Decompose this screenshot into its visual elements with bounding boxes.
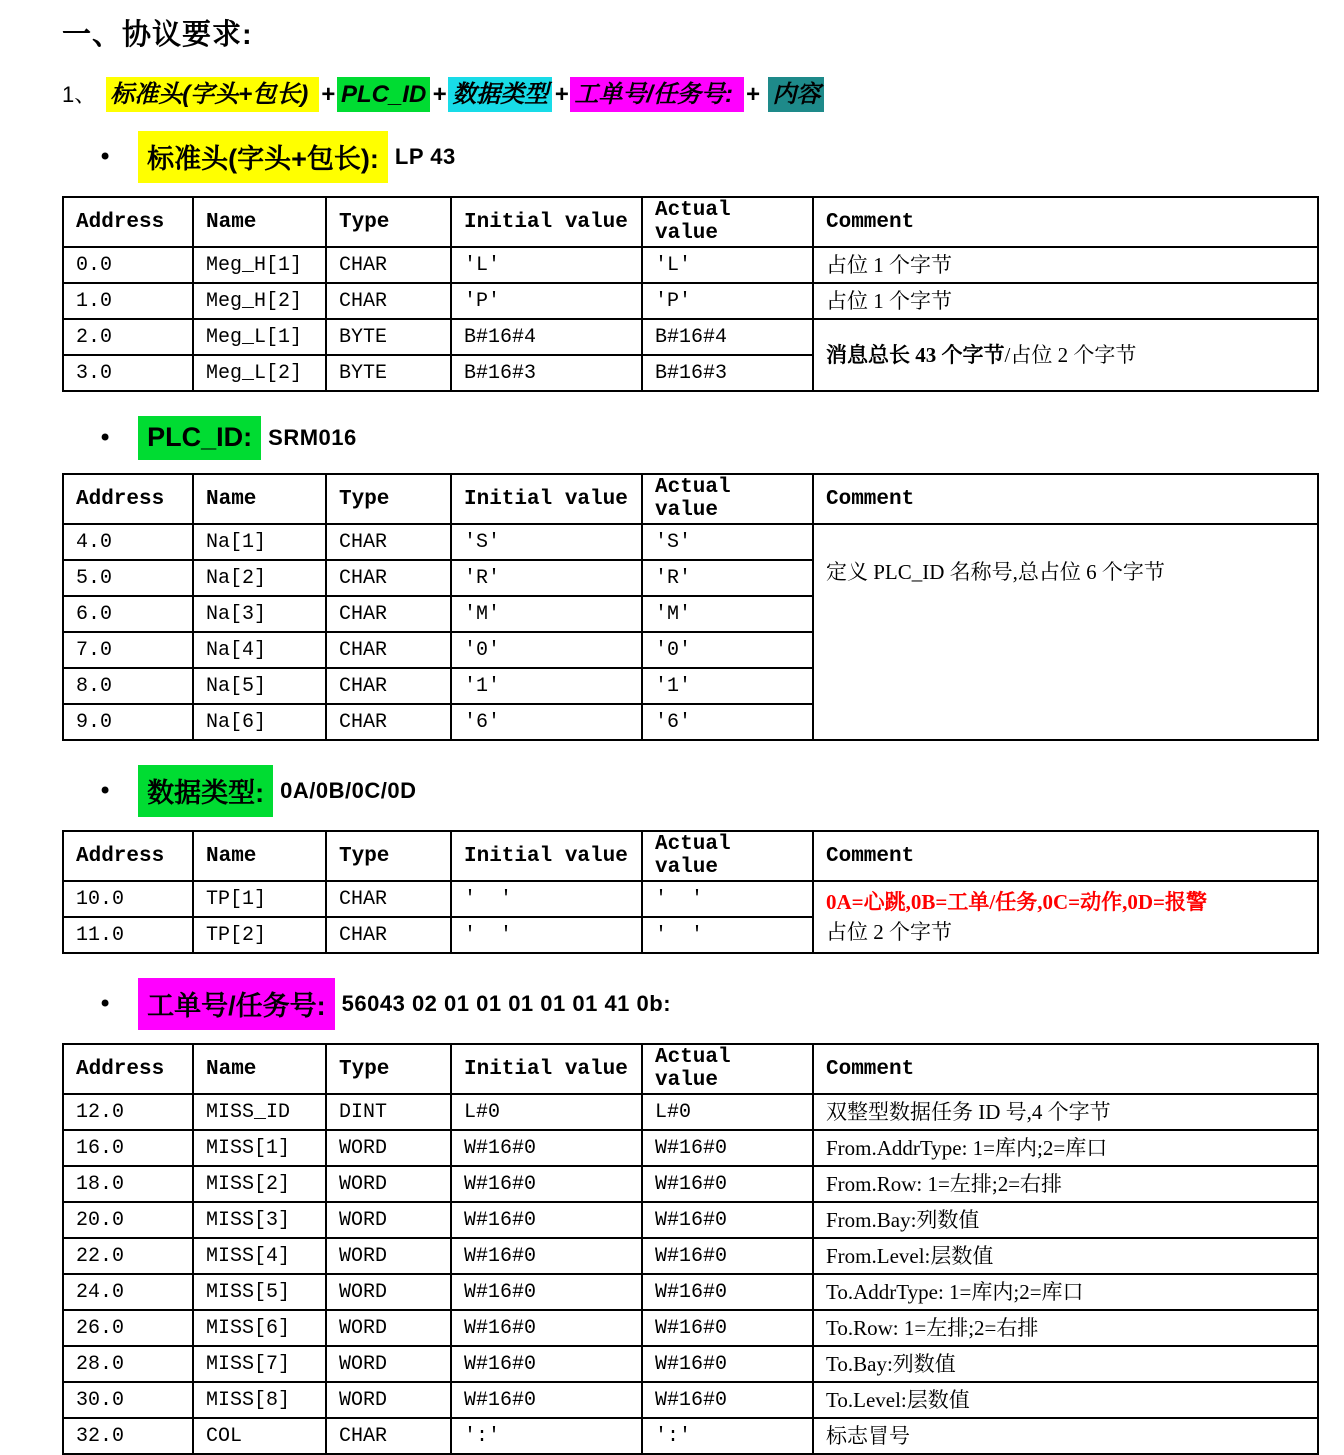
protocol-table [62,830,1319,954]
table-cell: Na[3] [193,596,326,632]
table-cell: 22.0 [63,1238,193,1274]
section-heading-label: PLC_ID: [138,416,261,460]
table-cell: 7.0 [63,632,193,668]
table-cell: CHAR [326,881,451,917]
column-header: Actual value [642,197,813,247]
table-cell: 6.0 [63,596,193,632]
table-cell: ' ' [642,917,813,953]
table-cell: W#16#0 [642,1202,813,1238]
table-cell: Na[5] [193,668,326,704]
table-cell: 'P' [642,283,813,319]
comment-text: 占位 1 个字节 [826,252,952,277]
comment-text: 标志冒号 [826,1423,910,1448]
comment-text: To.Row: 1=左排;2=右排 [826,1315,1039,1340]
table-cell: Meg_H[1] [193,247,326,283]
table-cell: CHAR [326,283,451,319]
table-cell: 'S' [451,524,642,560]
protocol-section [62,978,1318,1455]
column-header: Name [193,197,326,247]
column-header: Actual value [642,474,813,524]
table-cell: WORD [326,1202,451,1238]
comment-cell [813,283,1318,319]
comment-text: 占位 1 个字节 [826,288,952,313]
table-cell: Meg_L[2] [193,355,326,391]
table-cell: TP[1] [193,881,326,917]
section-heading-value: 56043 02 01 01 01 01 01 41 0b: [341,991,672,1016]
table-cell: WORD [326,1166,451,1202]
column-header: Comment [813,197,1318,247]
table-cell: CHAR [326,632,451,668]
table-cell: Na[2] [193,560,326,596]
formula-segment: 数据类型 [448,77,552,112]
table-cell: WORD [326,1130,451,1166]
table-cell: MISS[8] [193,1382,326,1418]
comment-text: 0A=心跳,0B=工单/任务,0C=动作,0D=报警 [826,889,1207,914]
table-cell: CHAR [326,704,451,740]
table-cell: B#16#4 [451,319,642,355]
table-cell: W#16#0 [642,1346,813,1382]
section-heading-value: 0A/0B/0C/0D [280,778,417,803]
formula-segment: PLC_ID [337,77,430,112]
table-cell: Na[4] [193,632,326,668]
table-cell: W#16#0 [451,1238,642,1274]
comment-cell [813,1094,1318,1130]
column-header: Comment [813,831,1318,881]
comment-text: 双整型数据任务 ID 号,4 个字节 [826,1099,1111,1124]
table-cell: Meg_L[1] [193,319,326,355]
comment-text: To.Bay:列数值 [826,1351,956,1376]
comment-cell [813,1346,1318,1382]
table-cell: MISS[3] [193,1202,326,1238]
protocol-section [62,765,1318,954]
table-cell: WORD [326,1274,451,1310]
table-cell: W#16#0 [451,1202,642,1238]
formula-segment: 内容 [768,77,824,112]
column-header: Address [63,197,193,247]
comment-cell [813,1130,1318,1166]
protocol-table [62,1043,1319,1455]
comment-text: From.AddrType: 1=库内;2=库口 [826,1135,1108,1160]
formula-plus-separator: + [432,81,447,108]
table-cell: DINT [326,1094,451,1130]
table-cell: CHAR [326,668,451,704]
column-header: Address [63,1044,193,1094]
column-header: Address [63,474,193,524]
table-cell: Na[1] [193,524,326,560]
bullet-icon: • [98,777,113,805]
table-cell: W#16#0 [642,1274,813,1310]
column-header: Address [63,831,193,881]
column-header: Initial value [451,474,642,524]
section-heading-value: SRM016 [268,425,357,450]
table-cell: CHAR [326,596,451,632]
table-cell: 'L' [642,247,813,283]
formula-segments [106,77,824,112]
table-cell: '1' [451,668,642,704]
section-heading-label: 数据类型: [138,765,273,817]
table-row [63,1382,1318,1418]
comment-text: To.AddrType: 1=库内;2=库口 [826,1279,1084,1304]
table-cell: CHAR [326,1418,451,1454]
table-row [63,1274,1318,1310]
table-cell: '1' [642,668,813,704]
table-cell: CHAR [326,917,451,953]
column-header: Type [326,1044,451,1094]
section-heading-label: 标准头(字头+包长): [138,131,388,183]
protocol-section [62,131,1318,392]
table-cell: WORD [326,1310,451,1346]
table-cell: COL [193,1418,326,1454]
table-cell: WORD [326,1238,451,1274]
column-header: Type [326,831,451,881]
table-cell: B#16#3 [642,355,813,391]
table-row [63,1166,1318,1202]
sections-container [62,131,1318,1455]
table-row [63,881,1318,917]
table-cell: W#16#0 [642,1166,813,1202]
formula-plus-separator: + [554,81,569,108]
table-row [63,1238,1318,1274]
table-cell: 'S' [642,524,813,560]
table-cell: 18.0 [63,1166,193,1202]
section-heading-value: LP 43 [394,144,456,169]
protocol-table [62,196,1319,392]
table-row [63,283,1318,319]
table-cell: CHAR [326,524,451,560]
table-cell: 28.0 [63,1346,193,1382]
table-cell: MISS[4] [193,1238,326,1274]
table-cell: MISS[7] [193,1346,326,1382]
page-title: 一、协议要求: [62,19,253,51]
table-cell: W#16#0 [451,1274,642,1310]
comment-cell [813,247,1318,283]
column-header: Comment [813,474,1318,524]
table-cell: L#0 [642,1094,813,1130]
table-cell: B#16#4 [642,319,813,355]
comment-cell [813,319,1318,391]
table-row [63,1130,1318,1166]
comment-text: 消息总长 43 个字节 [826,342,1005,367]
section-heading [98,416,1318,460]
table-cell: W#16#0 [642,1130,813,1166]
bullet-icon: • [98,143,113,171]
protocol-section [62,416,1318,741]
column-header: Name [193,1044,326,1094]
column-header: Actual value [642,831,813,881]
protocol-table [62,473,1319,741]
table-cell: ':' [642,1418,813,1454]
table-row [63,319,1318,355]
comment-cell [813,1238,1318,1274]
column-header: Actual value [642,1044,813,1094]
table-cell: 32.0 [63,1418,193,1454]
table-row [63,1310,1318,1346]
table-cell: '0' [451,632,642,668]
table-cell: W#16#0 [451,1382,642,1418]
table-cell: ' ' [642,881,813,917]
table-cell: ' ' [451,917,642,953]
table-cell: MISS[5] [193,1274,326,1310]
comment-cell [813,1166,1318,1202]
table-cell: 8.0 [63,668,193,704]
table-cell: 0.0 [63,247,193,283]
formula-plus-separator: + [745,81,767,108]
table-cell: 24.0 [63,1274,193,1310]
comment-cell [813,1274,1318,1310]
comment-cell [813,1310,1318,1346]
table-cell: CHAR [326,247,451,283]
table-cell: 'R' [451,560,642,596]
column-header: Name [193,831,326,881]
table-cell: MISS[6] [193,1310,326,1346]
table-cell: 30.0 [63,1382,193,1418]
table-cell: B#16#3 [451,355,642,391]
table-cell: W#16#0 [451,1346,642,1382]
column-header: Initial value [451,1044,642,1094]
comment-cell [813,881,1318,953]
table-header-row [63,474,1318,524]
table-cell: 12.0 [63,1094,193,1130]
section-heading [98,131,1318,183]
table-row [63,1094,1318,1130]
table-cell: 'M' [642,596,813,632]
bullet-icon: • [98,990,113,1018]
section-heading [98,978,1318,1030]
table-cell: MISS[2] [193,1166,326,1202]
table-cell: WORD [326,1382,451,1418]
section-heading-label: 工单号/任务号: [138,978,335,1030]
table-cell: W#16#0 [451,1310,642,1346]
list-number: 1、 [62,82,97,107]
table-cell: 'L' [451,247,642,283]
comment-cell [813,1382,1318,1418]
table-row [63,524,1318,560]
column-header: Comment [813,1044,1318,1094]
protocol-formula [62,74,1318,109]
table-cell: '6' [451,704,642,740]
comment-text: /占位 2 个字节 [1004,342,1137,367]
table-cell: Meg_H[2] [193,283,326,319]
table-cell: 26.0 [63,1310,193,1346]
comment-cell [813,1202,1318,1238]
table-header-row [63,1044,1318,1094]
comment-cell [813,1418,1318,1454]
comment-text: 定义 PLC_ID 名称号,总占位 6 个字节 [826,560,1165,584]
formula-segment: 工单号/任务号: [570,77,743,112]
table-cell: W#16#0 [451,1130,642,1166]
table-row [63,1202,1318,1238]
column-header: Type [326,197,451,247]
table-cell: L#0 [451,1094,642,1130]
comment-text: To.Level:层数值 [826,1387,970,1412]
column-header: Initial value [451,197,642,247]
table-cell: ' ' [451,881,642,917]
table-cell: 'R' [642,560,813,596]
table-cell: ':' [451,1418,642,1454]
bullet-icon: • [98,424,113,452]
table-row [63,247,1318,283]
table-cell: W#16#0 [642,1382,813,1418]
table-cell: Na[6] [193,704,326,740]
table-header-row [63,197,1318,247]
table-cell: TP[2] [193,917,326,953]
table-cell: MISS[1] [193,1130,326,1166]
table-cell: 5.0 [63,560,193,596]
column-header: Name [193,474,326,524]
table-cell: W#16#0 [642,1238,813,1274]
formula-segment: 标准头(字头+包长) [106,77,319,112]
table-cell: 'M' [451,596,642,632]
table-cell: 2.0 [63,319,193,355]
column-header: Initial value [451,831,642,881]
table-cell: W#16#0 [451,1166,642,1202]
comment-text: From.Bay:列数值 [826,1207,980,1232]
table-cell: 4.0 [63,524,193,560]
table-row [63,1418,1318,1454]
table-cell: 1.0 [63,283,193,319]
table-cell: CHAR [326,560,451,596]
table-cell: 3.0 [63,355,193,391]
column-header: Type [326,474,451,524]
comment-text: From.Level:层数值 [826,1243,994,1268]
table-cell: 20.0 [63,1202,193,1238]
table-cell: '6' [642,704,813,740]
comment-text: 占位 2 个字节 [826,920,952,944]
table-header-row [63,831,1318,881]
table-cell: MISS_ID [193,1094,326,1130]
table-cell: BYTE [326,355,451,391]
table-cell: 11.0 [63,917,193,953]
section-heading [98,765,1318,817]
table-cell: 16.0 [63,1130,193,1166]
table-cell: W#16#0 [642,1310,813,1346]
table-row [63,1346,1318,1382]
table-cell: 10.0 [63,881,193,917]
table-cell: WORD [326,1346,451,1382]
formula-plus-separator: + [320,81,335,108]
comment-text: From.Row: 1=左排;2=右排 [826,1171,1063,1196]
table-cell: 9.0 [63,704,193,740]
table-cell: BYTE [326,319,451,355]
table-cell: '0' [642,632,813,668]
comment-cell [813,524,1318,740]
table-cell: 'P' [451,283,642,319]
